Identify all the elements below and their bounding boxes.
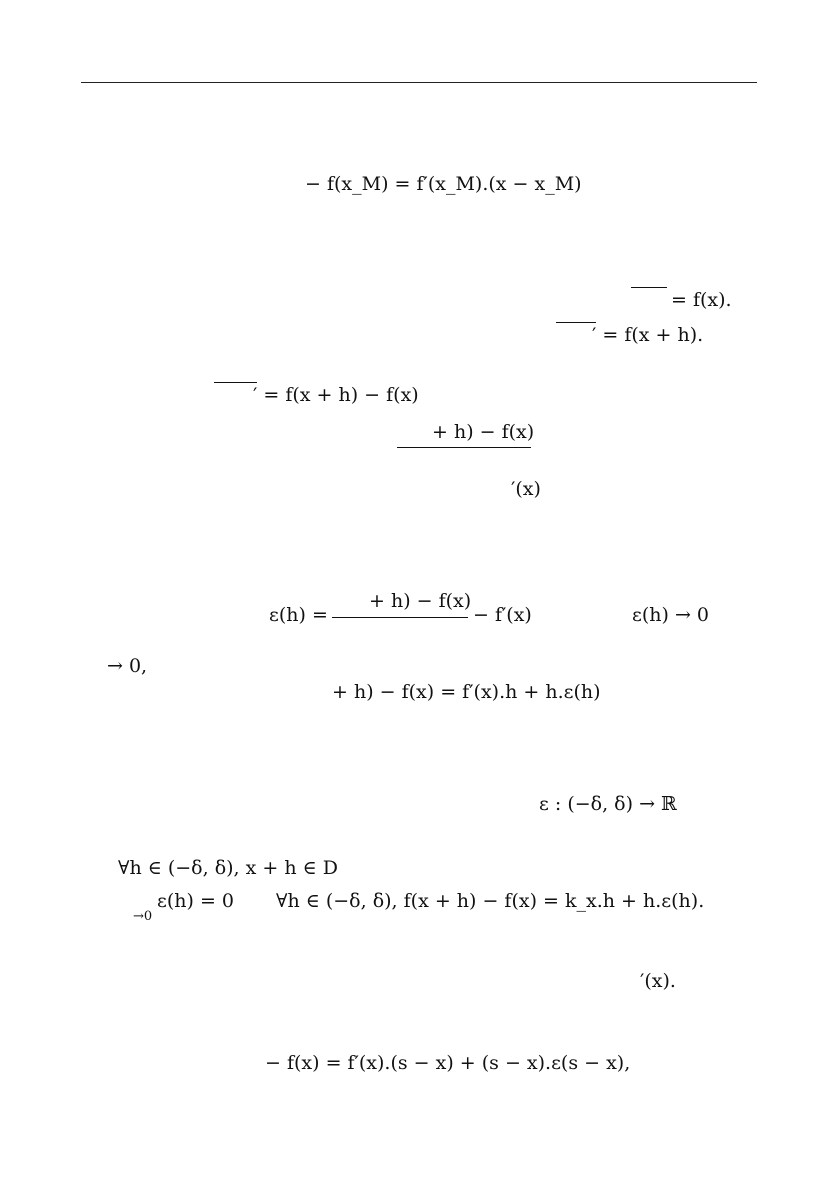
epsilon-numerator: + h) − f(x): [369, 590, 472, 612]
overline-bar: [556, 322, 596, 323]
limit-subscript: →0: [133, 909, 153, 924]
tangent-line-equation: − f(x_M) = f′(x_M).(x − x_M): [305, 173, 582, 195]
forall-expansion: ∀h ∈ (−δ, δ), f(x + h) − f(x) = k_x.h + h.ε(h).: [276, 890, 705, 912]
limit-epsilon-zero: ε(h) = 0: [157, 890, 234, 912]
tends-to-zero: → 0,: [107, 655, 148, 677]
overline-bar: [631, 287, 667, 288]
epsilon-definition-tail: − f′(x): [473, 604, 532, 626]
fraction-bar: [397, 447, 531, 448]
forall-domain-condition: ∀h ∈ (−δ, δ), x + h ∈ D: [118, 857, 338, 879]
first-order-expansion: + h) − f(x) = f′(x).h + h.ε(h): [332, 681, 601, 703]
quotient-numerator: + h) − f(x): [432, 421, 535, 443]
overline-bar: [214, 382, 257, 383]
difference-equation: ′ = f(x + h) − f(x): [253, 384, 419, 406]
final-expansion-equation: − f(x) = f′(x).(s − x) + (s − x).ε(s − x),: [265, 1052, 631, 1074]
epsilon-limit: ε(h) → 0: [632, 604, 709, 626]
fraction-bar: [332, 617, 468, 618]
header-rule: [81, 82, 757, 83]
derivative-end: ′(x).: [640, 970, 676, 992]
f-tilde-shift-equation: ′ = f(x + h).: [592, 324, 704, 346]
epsilon-definition-lhs: ε(h) =: [269, 604, 328, 626]
derivative-tail: ′(x): [511, 478, 541, 500]
f-tilde-equation: = f(x).: [671, 289, 732, 311]
epsilon-map: ε : (−δ, δ) → ℝ: [539, 793, 677, 815]
